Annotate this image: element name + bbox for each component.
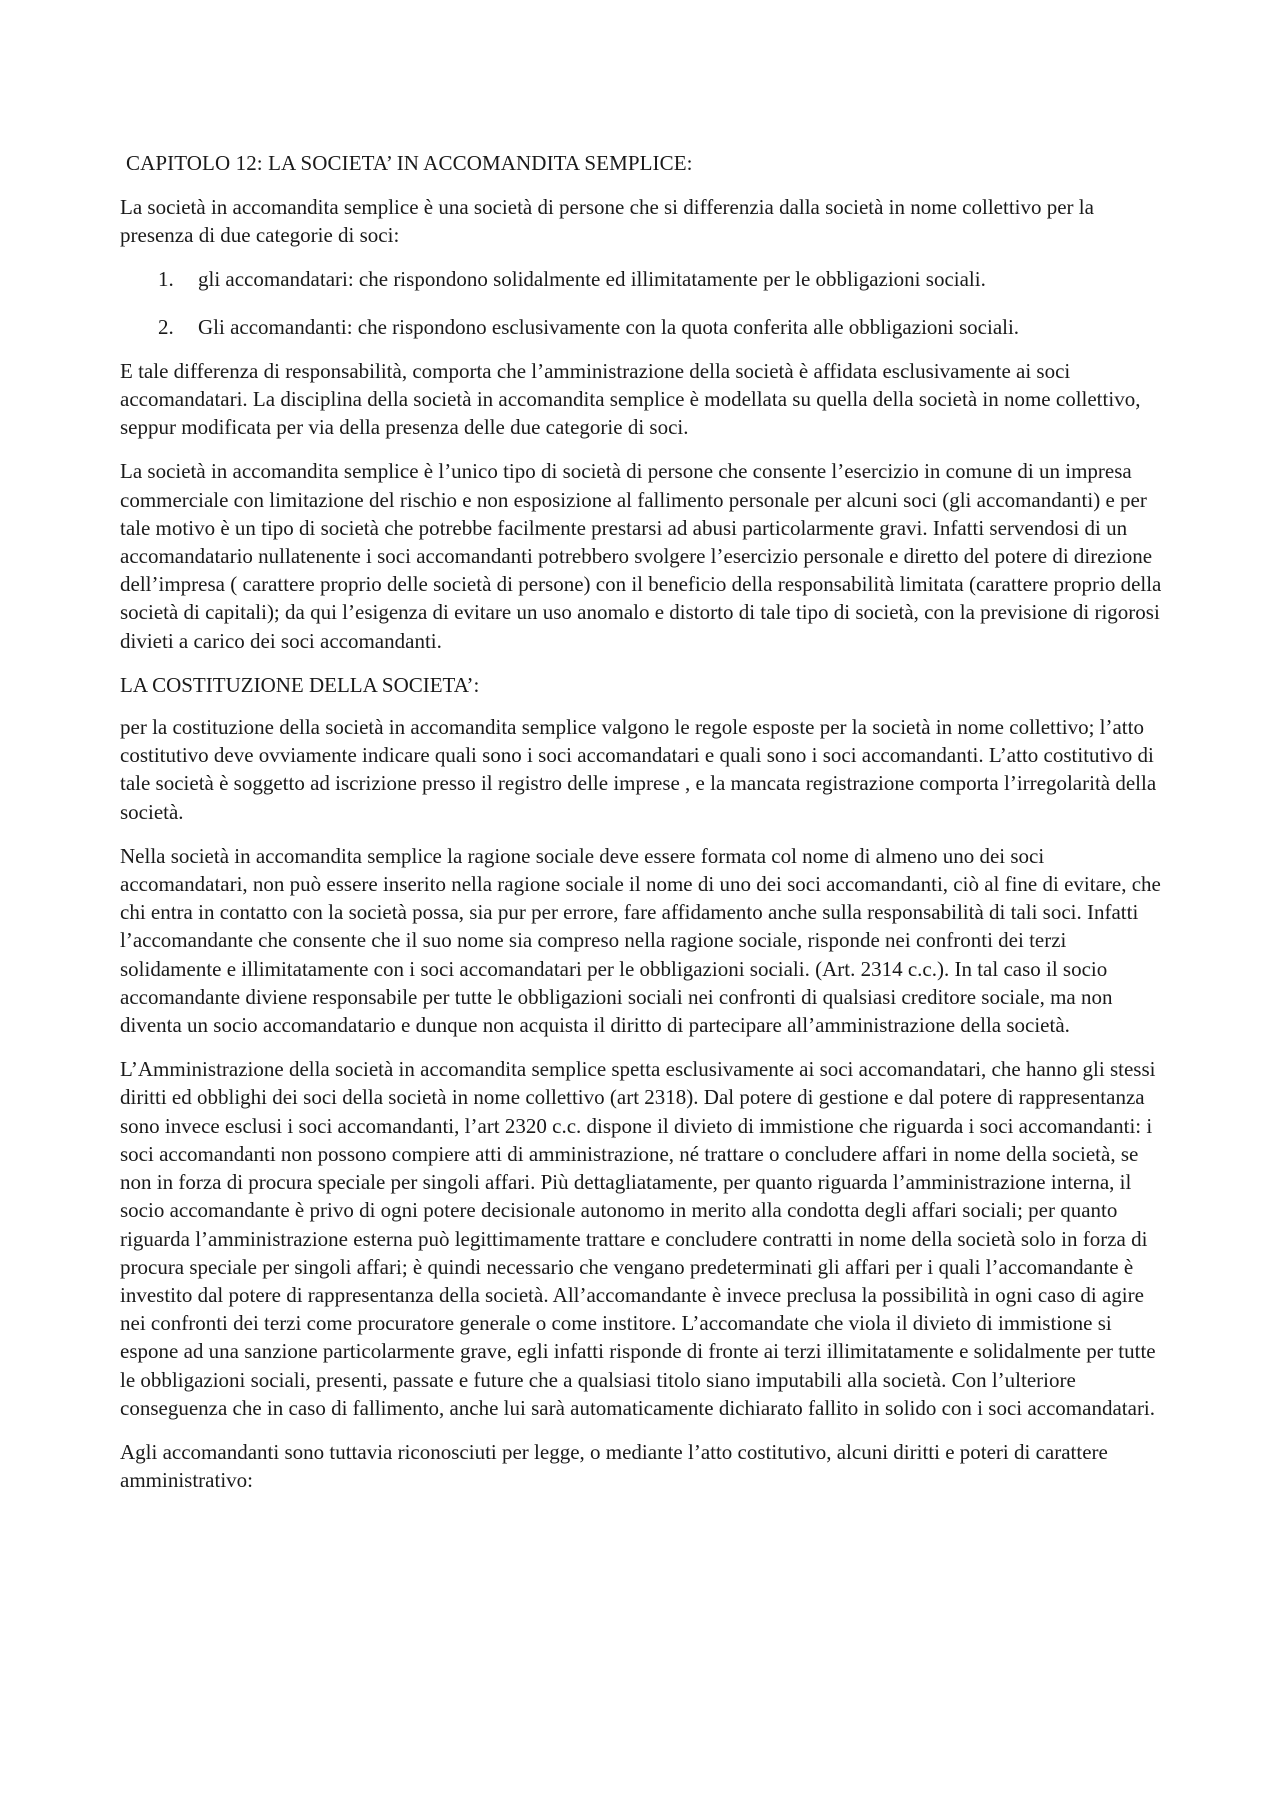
list-item-number: 2.: [158, 314, 174, 339]
list-item: [120, 265, 1170, 293]
body-paragraph: L’Amministrazione della società in accomandita semplice spetta esclusivamente ai soci accomandatari, che hanno gli stessi diritti ed obblighi dei soci della società in nome collettivo (art 2318). Dal potere di gestione e dal potere di rappresentanza sono invece esclusi i soci accomandanti, l’art 2320 c.c. dispone il divieto di immistione che riguarda i soci accomandanti: i soci accomandanti non possono compiere atti di amministrazione, né trattare o concludere affari in nome della società, se non in forza di procura speciale per singoli affari. Più dettagliatamente, per quanto riguarda l’amministrazione interna, il socio accomandante è privo di ogni potere decisionale autonomo in merito alla condotta degli affari sociali; per quanto riguarda l’amministrazione esterna può legittimamente trattare e concludere contratti in nome della società solo in forza di procura speciale per singoli affari; è quindi necessario che vengano predeterminati gli affari per i quali l’accomandante è investito dal potere di rappresentanza della società. All’accomandante è invece preclusa la possibilità in ogni caso di agire nei confronti dei terzi come procuratore generale o come institore. L’accomandate che viola il divieto di immistione si espone ad una sanzione particolarmente grave, egli infatti risponde di fronte ai terzi illimitatamente e solidalmente per tutte le obbligazioni sociali, presenti, passate e future che a qualsiasi titolo siano imputabili alla società. Con l’ulteriore conseguenza che in caso di fallimento, anche lui sarà automaticamente dichiarato fallito in solido con i soci accomandatari.: [120, 1057, 1156, 1420]
list-item-number: 1.: [158, 267, 174, 292]
body-paragraph: Nella società in accomandita semplice la ragione sociale deve essere formata col nome di almeno uno dei soci accomandatari, non può essere inserito nella ragione sociale il nome di uno dei soci accomandanti, ciò al fine di evitare, che chi entra in contatto con la società possa, sia pur per errore, fare affidamento anche sulla responsabilità di tali soci. Infatti l’accomandante che consente che il suo nome sia compreso nella ragione sociale, risponde nei confronti dei terzi solidamente e illimitatamente con i soci accomandatari per le obbligazioni sociali. (Art. 2314 c.c.). In tal caso il socio accomandante diviene responsabile per tutte le obbligazioni sociali nei confronti di qualsiasi creditore sociale, ma non diventa un socio accomandatario e dunque non acquista il diritto di partecipare all’amministrazione della società.: [120, 843, 1161, 1038]
partner-categories-list: [120, 265, 1170, 340]
document-page: [120, 149, 1170, 1510]
body-paragraph: La società in accomandita semplice è l’unico tipo di società di persone che consente l’esercizio in comune di un impresa commerciale con limitazione del rischio e non esposizione al fallimento personale per alcuni soci (gli accomandanti) e per tale motivo è un tipo di società che potrebbe facilmente prestarsi ad abusi particolarmente gravi. Infatti servendosi di un accomandatario nullatenente i soci accomandanti potrebbero svolgere l’esercizio personale e diretto del potere di direzione dell’impresa ( carattere proprio delle società di persone) con il beneficio della responsabilità limitata (carattere proprio della società di capitali); da qui l’esigenza di evitare un uso anomalo e distorto di tale tipo di società, con la previsione di rigorosi divieti a carico dei soci accomandanti.: [120, 459, 1162, 653]
body-paragraph: Agli accomandanti sono tuttavia riconosciuti per legge, o mediante l’atto costitutivo, alcuni diritti e poteri di carattere amministrativo:: [120, 1439, 1108, 1493]
intro-paragraph: La società in accomandita semplice è una società di persone che si differenzia dalla società in nome collettivo per la presenza di due categorie di soci:: [120, 195, 1094, 248]
list-item-text: gli accomandatari: che rispondono solidalmente ed illimitatamente per le obbligazioni sociali.: [198, 267, 986, 292]
body-paragraph: E tale differenza di responsabilità, comporta che l’amministrazione della società è affidata esclusivamente ai soci accomandatari. La disciplina della società in accomandita semplice è modellata su quella della società in nome collettivo, seppur modificata per via della presenza delle due categorie di soci.: [120, 358, 1141, 440]
body-paragraph: per la costituzione della società in accomandita semplice valgono le regole esposte per la società in nome collettivo; l’atto costitutivo deve ovviamente indicare quali sono i soci accomandatari e quali sono i soci accomandanti. L’atto costitutivo di tale società è soggetto ad iscrizione presso il registro delle imprese , e la mancata registrazione comporta l’irregolarità della società.: [120, 715, 1157, 824]
section-heading: LA COSTITUZIONE DELLA SOCIETA’:: [120, 672, 480, 697]
list-item: [120, 313, 1170, 341]
chapter-title: CAPITOLO 12: LA SOCIETA’ IN ACCOMANDITA SEMPLICE:: [126, 151, 693, 175]
list-item-text: Gli accomandanti: che rispondono esclusivamente con la quota conferita alle obbligazioni sociali.: [198, 314, 1020, 339]
